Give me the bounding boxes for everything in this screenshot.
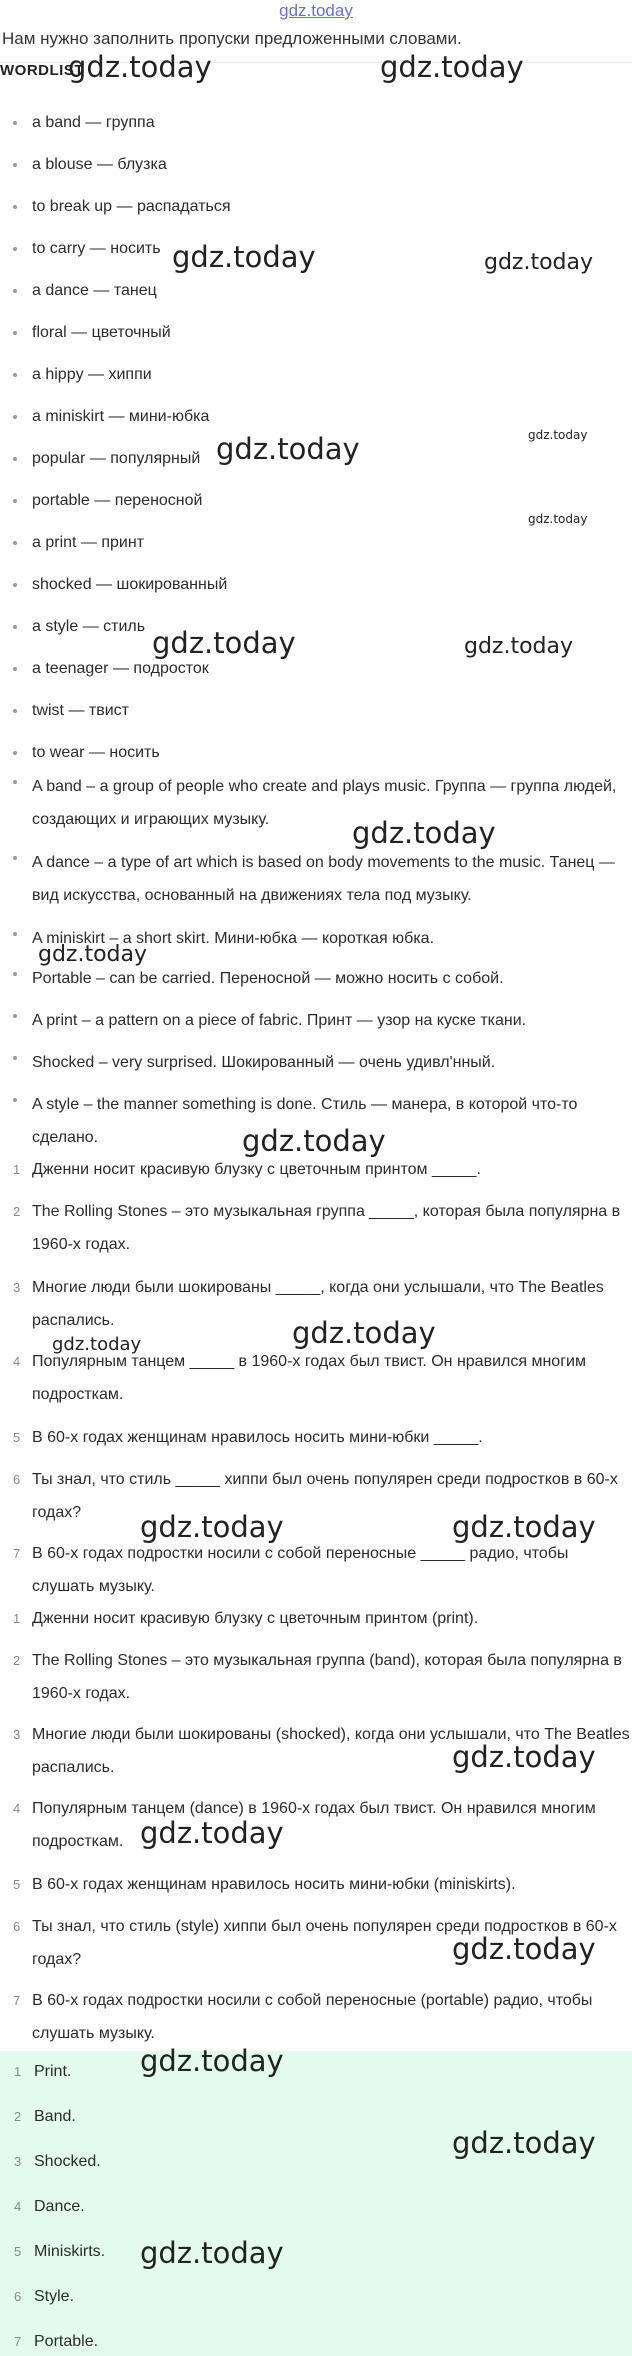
answers-panel: 1 Print. 2 Band. 3 Shocked. 4 Dance. 5 Miniskirts. 6 Style. 7 Portable. (0, 2051, 632, 2356)
watermark: gdz.today (140, 1510, 284, 1544)
watermark: gdz.today (140, 2236, 284, 2270)
watermark: gdz.today (452, 1740, 596, 1774)
watermark: gdz.today (242, 1124, 386, 1158)
watermark: gdz.today (380, 50, 524, 84)
bullet-icon (13, 121, 17, 125)
watermark: gdz.today (292, 1316, 436, 1350)
watermark: gdz.today (172, 240, 316, 274)
bullet-icon (13, 205, 17, 209)
bullet-icon (13, 541, 17, 545)
watermark: gdz.today (484, 250, 594, 275)
watermark: gdz.today (452, 1510, 596, 1544)
bullet-icon (13, 247, 17, 251)
site-header (0, 0, 632, 22)
bullet-icon (13, 932, 17, 936)
watermark: gdz.today (152, 626, 296, 660)
bullet-icon (13, 373, 17, 377)
task-intro: Нам нужно заполнить пропуски предложенными словами. (2, 29, 462, 48)
bullet-icon (13, 625, 17, 629)
watermark: gdz.today (38, 942, 148, 967)
bullet-icon (13, 331, 17, 335)
bullet-icon (13, 499, 17, 503)
watermark: gdz.today (452, 2126, 596, 2160)
bullet-icon (13, 163, 17, 167)
bullet-icon (13, 289, 17, 293)
watermark: gdz.today (528, 428, 588, 442)
site-logo-link[interactable]: gdz.today (279, 1, 353, 20)
watermark: gdz.today (216, 432, 360, 466)
watermark: gdz.today (140, 1816, 284, 1850)
bullet-icon (13, 457, 17, 461)
bullet-icon (13, 709, 17, 713)
watermark: gdz.today (452, 1932, 596, 1966)
bullet-icon (13, 415, 17, 419)
bullet-icon (13, 583, 17, 587)
bullet-icon (13, 780, 17, 784)
watermark: gdz.today (52, 1334, 142, 1355)
bullet-icon (13, 667, 17, 671)
bullet-icon (13, 1056, 17, 1060)
bullet-icon (13, 751, 17, 755)
bullet-icon (13, 972, 17, 976)
watermark: gdz.today (140, 2044, 284, 2078)
watermark: gdz.today (464, 634, 574, 659)
bullet-icon (13, 1098, 17, 1102)
bullet-icon (13, 856, 17, 860)
bullet-icon (13, 1014, 17, 1018)
watermark: gdz.today (68, 50, 212, 84)
wordlist-title: WORDLIST (0, 62, 84, 79)
watermark: gdz.today (528, 512, 588, 526)
watermark: gdz.today (352, 816, 496, 850)
